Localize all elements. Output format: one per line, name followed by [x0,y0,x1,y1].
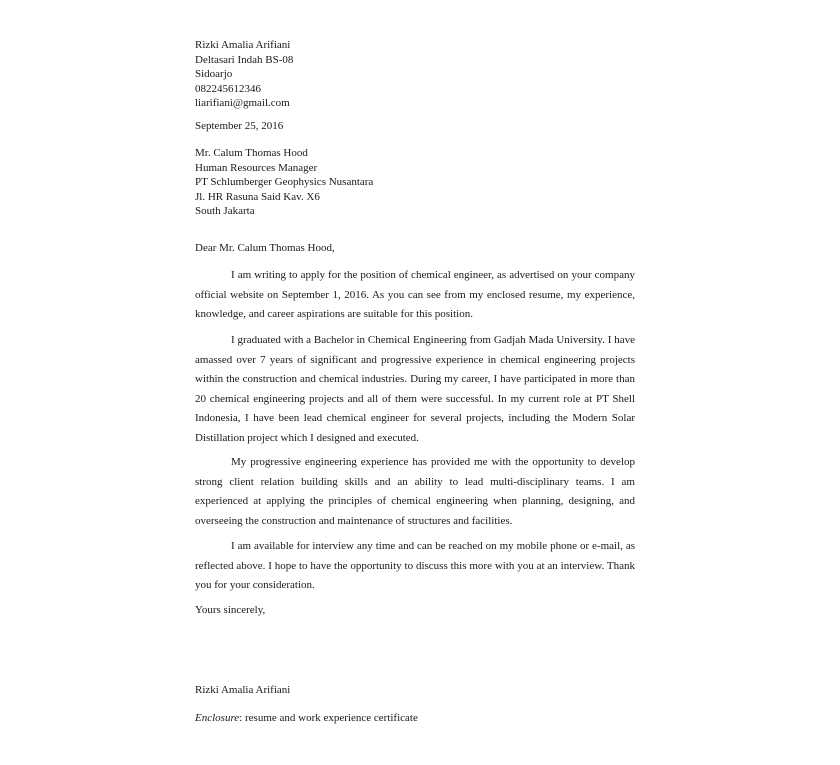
closing-block [195,603,645,618]
recipient-address [195,146,645,219]
sender-city: Sidoarjo [195,68,233,80]
paragraph-text: I am writing to apply for the position of chemical engineer, as advertised on your company official website on September 1, 2016. As you can see from my enclosed resume, my experience, knowledge, and career aspirations are suitable for this position. [195,269,635,320]
body-paragraph-4 [195,537,635,596]
signature-name: Rizki Amalia Arifiani [195,684,291,696]
recipient-city: South Jakarta [195,205,255,217]
letter-date: September 25, 2016 [195,120,284,132]
enclosure-text: : resume and work experience certificate [239,712,418,724]
body-paragraph-3 [195,453,635,531]
paragraph-text: My progressive engineering experience has provided me with the opportunity to develop strong client relation building skills and an ability to lead multi-disciplinary teams. I am experienced at applying the principles of chemical engineering when planning, designing, and overseeing the construction and maintenance of structures and facilities. [195,456,635,527]
closing: Yours sincerely, [195,604,266,616]
enclosure-line [195,711,645,726]
signature-block [195,683,645,698]
enclosure-label: Enclosure [195,712,240,724]
sender-email: liarifiani@gmail.com [195,97,290,109]
recipient-street: Jl. HR Rasuna Said Kav. X6 [195,190,320,203]
sender-address-line: Deltasari Indah BS-08 [195,53,294,66]
sender-name: Rizki Amalia Arifiani [195,39,291,51]
paragraph-text: I am available for interview any time and can be reached on my mobile phone or e-mail, as reflected above. I hope to have the opportunity to discuss this more with you at an interview. Thank you for your consideration. [195,540,635,591]
recipient-title: Human Resources Manager [195,161,318,174]
letter-date-block [195,119,645,134]
paragraph-text: I graduated with a Bachelor in Chemical Engineering from Gadjah Mada University. I have amassed over 7 years of significant and progressive experience in chemical engineering projects within the construction and chemical industries. During my career, I have participated in more than 20 chemical engineering projects and all of them were successful. In my current role at PT Shell Indonesia, I have been lead chemical engineer for several projects, including the Modern Solar Distillation project which I designed and executed. [195,334,635,444]
sender-address [195,38,645,111]
recipient-company: PT Schlumberger Geophysics Nusantara [195,176,374,188]
enclosure-block [195,711,645,726]
body-paragraph-1 [195,266,635,325]
recipient-name: Mr. Calum Thomas Hood [195,147,308,159]
sender-phone: 082245612346 [195,82,261,95]
salutation: Dear Mr. Calum Thomas Hood, [195,242,335,254]
body-paragraph-2 [195,331,635,448]
salutation-block [195,241,645,256]
